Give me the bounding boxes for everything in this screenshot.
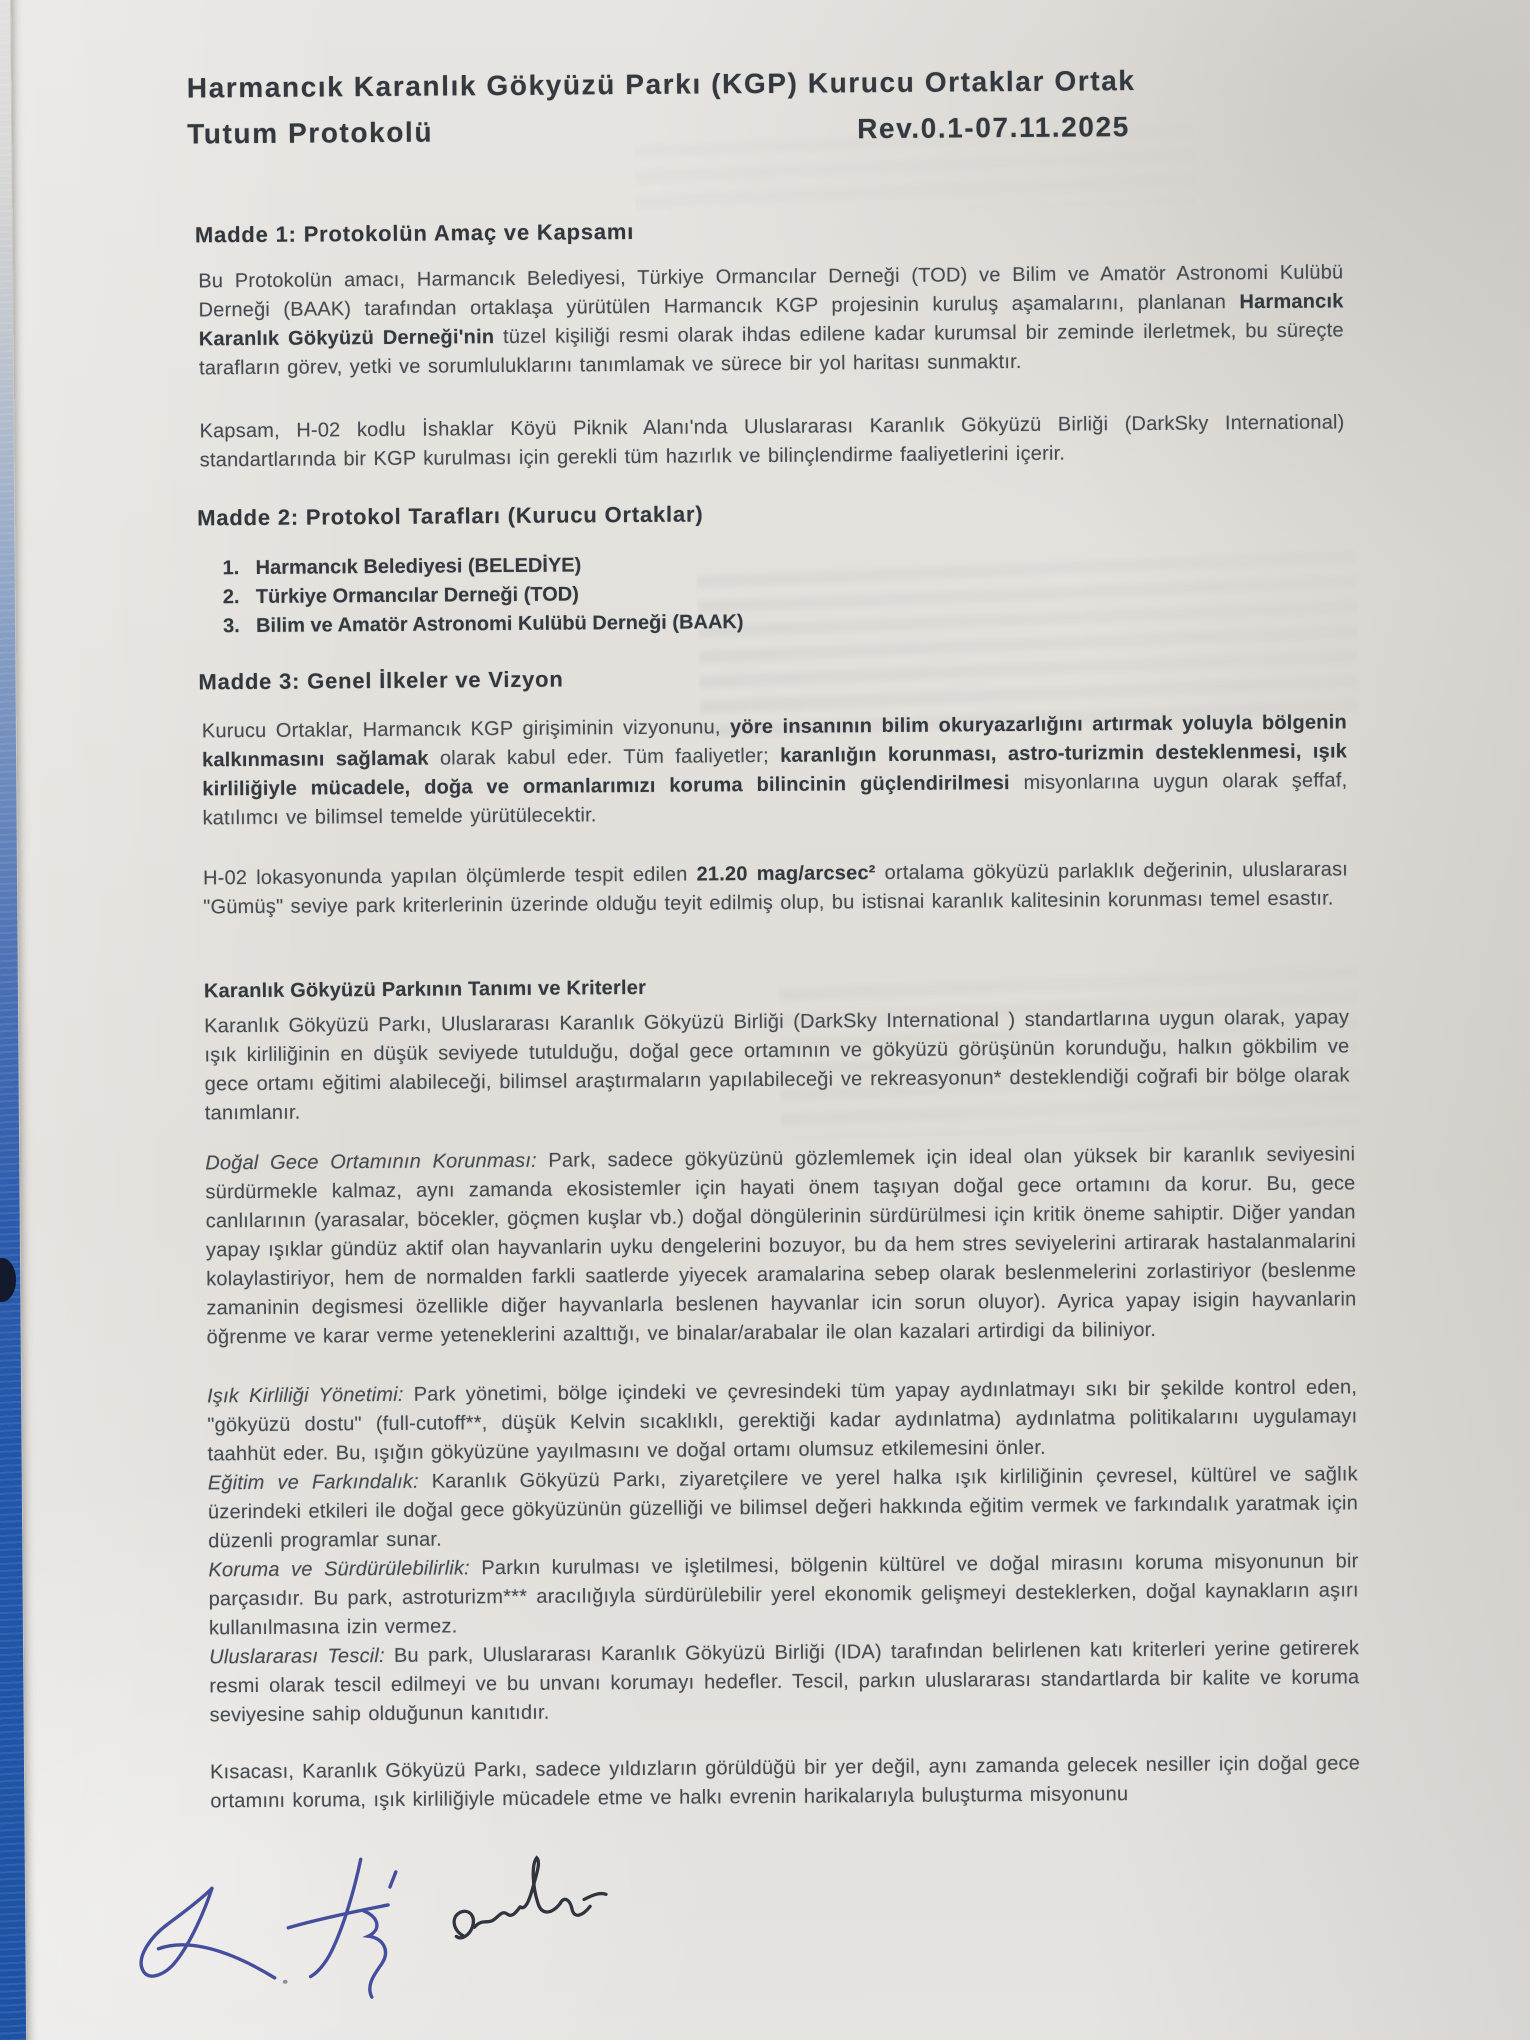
section-heading-madde1: Madde 1: Protokolün Amaç ve Kapsamı: [194, 218, 635, 248]
doc-revision: Rev.0.1-07.11.2025: [857, 111, 1130, 145]
list-item-label: Bilim ve Amatör Astronomi Kulübü Derneği (BAAK): [255, 611, 744, 637]
signature-2-path: [310, 1859, 362, 1976]
signature-2-path: [390, 1872, 396, 1887]
signature-2-path: [364, 1911, 386, 1997]
paragraph-conservation: Koruma ve Sürdürülebilirlik: Parkın kurulması ve işletilmesi, bölgenin kültürel ve doğal mirasını koruma misyonunun bir parçasıdır. Bu park, astroturizm*** aracılığıyla sürdürülebilir yerel ekonomik gelişmeyi desteklerken, doğal kaynakların aşırı kullanılmasına izin vermez.: [208, 1550, 1359, 1640]
paper-sheet: [10, 0, 1530, 2040]
signature-2: [288, 1859, 397, 1998]
section-heading-madde2: Madde 2: Protokol Tarafları (Kurucu Ortaklar): [197, 501, 704, 531]
list-item-label: Türkiye Ormancılar Derneği (TOD): [255, 583, 579, 608]
doc-title-line2: Tutum Protokolü: [187, 116, 434, 150]
section-heading-madde3: Madde 3: Genel İlkeler ve Vizyon: [198, 666, 564, 695]
signature-3-path: [474, 1907, 520, 1927]
signature-3-path: [584, 1893, 606, 1899]
doc-title-line1: Harmancık Karanlık Gökyüzü Parkı (KGP) Kurucu Ortaklar Ortak: [186, 65, 1136, 104]
paragraph-closing: Kısacası, Karanlık Gökyüzü Parkı, sadece yıldızların görüldüğü bir yer değil, aynı zamanda gelecek nesiller için doğal gece ortamını koruma, ışık kirliliğiyle mücadele etme ve halkı evrenin harikalarıyla buluşturma misyonunu: [209, 1752, 1361, 1813]
paragraph-vision: Kurucu Ortaklar, Harmancık KGP girişiminin vizyonunu, yöre insanının bilim okuryazarlığını artırmak yoluyla bölgenin kalkınmasını sağlamak olarak kabul eder. Tüm faaliyetler; karanlığın korunması, astro-turizmin desteklenmesi, ışık kirliliğiyle mücadele, doğa ve ormanlarımızı koruma bilincinin güçlendirilmesi misyonlarına uygun olarak şeffaf, katılımcı ve bilimsel temelde yürütülecektir.: [201, 711, 1348, 830]
signature-3-path: [454, 1911, 473, 1938]
signature-1: [141, 1888, 275, 1979]
paragraph-education: Eğitim ve Farkındalık: Karanlık Gökyüzü Parkı, ziyaretçilere ve yerel halka ışık kirliliğinin çevresel, kültürel ve sağlık üzerindeki etkileri ile doğal gece gökyüzünün güzelliği ve bilimsel değeri hakkında eğitim vermek ve farkındalık yaratmak için düzenli programlar sunar.: [207, 1463, 1359, 1553]
paragraph-light-pollution: Işık Kirliliği Yönetimi: Park yönetimi, bölge içindeki ve çevresindeki tüm yapay aydınlatmayı sıkı bir şekilde kontrol eden, "gökyüzü dostu" (full-cutoff**, düşük Kelvin sıcaklıklı, gerektiği kadar aydınlatma) aydınlatma politikalarını uygulamayı taahhüt eder. Bu, ışığın gökyüzüne yayılmasını ve doğal ortamı olumsuz etkilemesini önler.: [207, 1376, 1358, 1466]
list-item: [223, 608, 744, 641]
paragraph-purpose: Bu Protokolün amacı, Harmancık Belediyesi, Türkiye Ormancılar Derneği (TOD) ve Bilim ve Amatör Astronomi Kulübü Derneği (BAAK) tarafından ortaklaşa yürütülen Harmancık KGP projesinin kuruluş aşamalarını, planlanan Harmancık Karanlık Gökyüzü Derneği'nin tüzel kişiliği resmi olarak ihdas edilene kadar kurumsal bir zeminde ilerletmek, bu süreçte tarafların görev, yetki ve sorumluluklarını tanımlamak ve sürece bir yol haritası sunmaktır.: [198, 261, 1344, 380]
list-item-label: Harmancık Belediyesi (BELEDİYE): [255, 554, 582, 579]
signature-3-path: [520, 1858, 560, 1913]
subsection-heading-definition: Karanlık Gökyüzü Parkının Tanımı ve Kriterler: [203, 976, 647, 1003]
signature-3-path: [560, 1899, 590, 1915]
signatures-block: [128, 1837, 609, 2026]
signature-3: [454, 1857, 607, 1938]
paragraph-scope: Kapsam, H-02 kodlu İshaklar Köyü Piknik Alanı'nda Uluslararası Karanlık Gökyüzü Birliği (DarkSky International) standartlarında bir KGP kurulması için gerekli tüm hazırlık ve bilinçlendirme faaliyetlerini içerir.: [199, 411, 1345, 472]
list-item-number: 1.: [222, 557, 240, 580]
list-item-number: 3.: [222, 615, 240, 638]
paragraph-sky-brightness: H-02 lokasyonunda yapılan ölçümlerde tespit edilen 21.20 mag/arcsec² ortalama gökyüzü parlaklık değerinin, uluslararası "Gümüş" seviye park kriterlerinin üzerinde olduğu teyit edilmiş olup, bu istisnai karanlık kalitesinin korunması temel esastır.: [202, 858, 1349, 919]
list-item-number: 2.: [222, 586, 240, 609]
paragraph-definition: Karanlık Gökyüzü Parkı, Uluslararası Karanlık Gökyüzü Birliği (DarkSky International ) standartlarına uygun olarak, yapay ışık kirliliğinin en düşük seviyede tutulduğu, doğal gece ortamının ve gökyüzü görüşünün korunduğu, halkın gökbilim ve gece ortamı eğitimi alabileceği, bilimsel araştırmaların yapılabileceği ve rekreasyonun* desteklendiği coğrafi bir bölge olarak tanımlanır.: [204, 1006, 1350, 1125]
paragraph-registration: Uluslararası Tescil: Bu park, Uluslararası Karanlık Gökyüzü Birliği (IDA) tarafından belirlenen katı kriterleri yerine getirerek resmi olarak tescil edilmeyi ve bu unvanı korumayı hedefler. Tescil, parkın uluslararası standartlarda bir kalite ve koruma seviyesine sahip olduğunun kanıtıdır.: [209, 1637, 1360, 1727]
paragraph-natural-night: Doğal Gece Ortamının Korunması: Park, sadece gökyüzünü gözlemlemek için ideal olan yüksek bir karanlık seviyesini sürdürmekle kalmaz, aynı zamanda ekosistemler için hayati önem taşıyan doğal gece ortamını da korur. Bu, gece canlılarının (yarasalar, böcekler, göçmen kuşlar vb.) doğal döngülerinin sürdürülmesi için kritik öneme sahiptir. Diğer yandan yapay ışıklar gündüz aktif olan hayvanlarin uyku dengelerini bozuyor, bu da hem stres seviyelerini artirarak hastalanmalarini kolaylastiriyor, hem de normalden farkli saatlerde yiyecek aramalarina sebep olarak beslenmelerini zorlastiriyor (beslenme zamaninin degismesi özellikle diğer hayvanlarla beslenen hayvanlar icin sorun oluyor). Ayrica yapay isigin hayvanlarin öğrenme ve karar verme yeteneklerini azalttığı, ve binalar/arabalar ile olan kazalari artirdigi da biliniyor.: [205, 1143, 1357, 1349]
ink-speck: [283, 1980, 288, 1984]
signature-1-path: [141, 1888, 213, 1976]
list-item: [222, 551, 581, 583]
list-item: [223, 580, 579, 612]
